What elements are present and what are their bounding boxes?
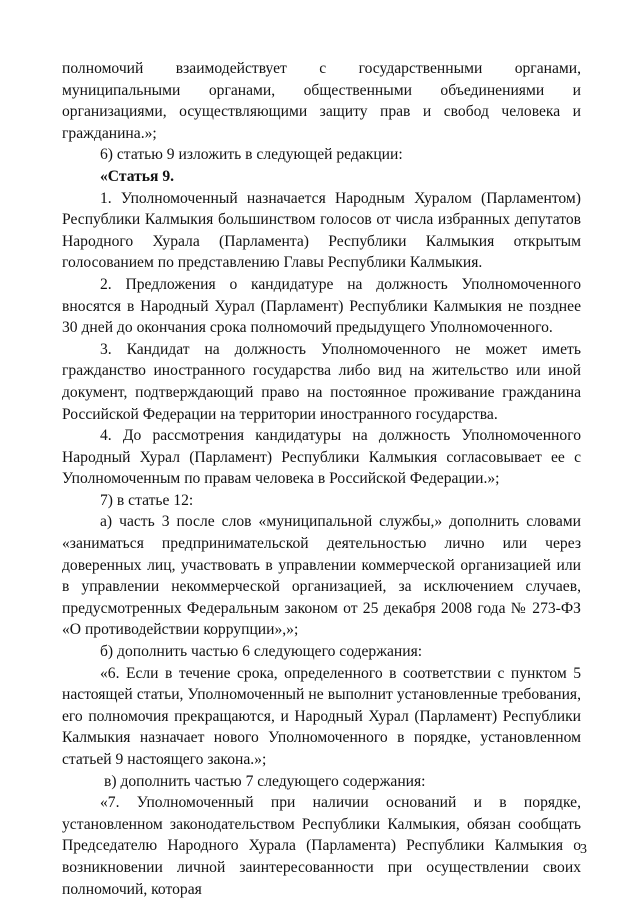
paragraph-article-9-part-3: 3. Кандидат на должность Уполномоченного не может иметь гражданство иностранного государства либо вид на жительство или иной документ, подтверждающий право на постоянное проживание гражданина Российской Федерации на территории иностранного государства. <box>62 340 581 423</box>
paragraph-subitem-b: б) дополнить частью 6 следующего содержания: <box>100 643 423 661</box>
paragraph-item-6: 6) статью 9 изложить в следующей редакции: <box>100 146 403 164</box>
paragraph-article-9-part-1: 1. Уполномоченный назначается Народным Хуралом (Парламентом) Республики Калмыкия большинством голосов от числа избранных депутатов Народного Хурала (Парламента) Республики Калмыкия открытым голосованием по представлению Главы Республики Калмыкия. <box>62 189 581 272</box>
article-9-heading: «Статья 9. <box>100 167 175 185</box>
paragraph-subitem-v: в) дополнить частью 7 следующего содержания: <box>104 772 426 790</box>
paragraph-item-7: 7) в статье 12: <box>100 491 194 509</box>
paragraph-continuation: полномочий взаимодействует с государственными органами, муниципальными органами, общественными объединениями и организациями, осуществляющими защиту прав и свобод человека и гражданина.»; <box>62 60 581 142</box>
page-number: 3 <box>580 842 587 857</box>
paragraph-article-9-part-2: 2. Предложения о кандидатуре на должность Уполномоченного вносятся в Народный Хурал (Парламент) Республики Калмыкия не позднее 30 дней до окончания срока полномочий предыдущего Уполномоченного. <box>62 275 581 337</box>
document-body <box>62 58 581 900</box>
paragraph-part-7: «7. Уполномоченный при наличии оснований и в порядке, установленном законодательством Республики Калмыкия, обязан сообщать Председателю Народного Хурала (Парламента) Республики Калмыкия о возникновении личной заинтересованности при осуществлении своих полномочий, которая <box>62 794 581 898</box>
paragraph-part-6: «6. Если в течение срока, определенного в соответствии с пунктом 5 настоящей статьи, Уполномоченный не выполнит установленные требования, его полномочия прекращаются, и Народный Хурал (Парламент) Республики Калмыкия назначает нового Уполномоченного в порядке, установленном статьей 9 настоящего закона.»; <box>62 664 581 768</box>
paragraph-article-9-part-4: 4. До рассмотрения кандидатуры на должность Уполномоченного Народный Хурал (Парламент) Республики Калмыкия согласовывает ее с Уполномоченным по правам человека в Российской Федерации.»; <box>62 427 581 488</box>
paragraph-subitem-a: а) часть 3 после слов «муниципальной службы,» дополнить словами «заниматься предпринимательской деятельностью лично или через доверенных лиц, участвовать в управлении коммерческой организацией или в управлении некоммерческой организацией, за исключением случаев, предусмотренных Федеральным законом от 25 декабря 2008 года № 273-ФЗ «О противодействии коррупции»,»; <box>62 513 581 639</box>
